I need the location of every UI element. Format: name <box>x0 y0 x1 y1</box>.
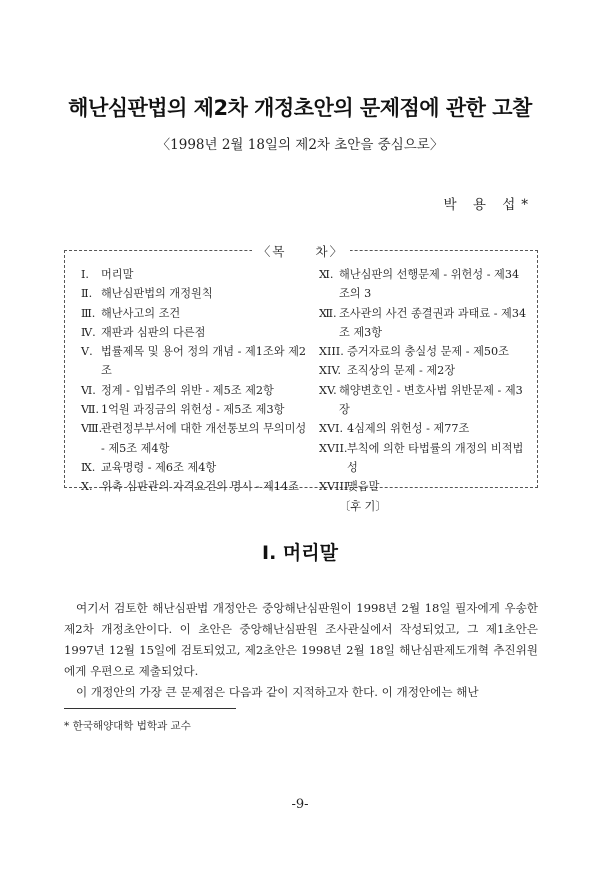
toc-item-number: XVIII. <box>319 480 352 494</box>
body-text <box>64 598 538 703</box>
toc-item-number: Ⅲ. <box>81 306 96 320</box>
toc-item-text: 4심제의 위헌성 - 제77조 <box>347 422 470 436</box>
toc-item <box>81 419 309 458</box>
toc-item-text: 해난심판의 선행문제 - 위헌성 - 제34조의 3 <box>339 268 520 301</box>
toc-item-number: Ⅵ. <box>81 383 96 397</box>
toc-item-number: XIV. <box>319 364 342 378</box>
toc-item <box>319 265 529 304</box>
toc-item-text: 해난사고의 조건 <box>101 306 181 320</box>
toc-item-text: 정계 - 입법주의 위반 - 제5조 제2항 <box>101 383 274 397</box>
toc-item-text: 1억원 과징금의 위헌성 - 제5조 제3항 <box>101 403 285 417</box>
table-of-contents <box>64 244 538 513</box>
toc-item <box>81 323 309 342</box>
toc-item <box>81 400 309 419</box>
toc-heading: 〈목 차〉 <box>252 244 350 259</box>
page-number: -9- <box>291 797 309 812</box>
toc-item-number: Ⅸ. <box>81 460 96 474</box>
toc-item <box>319 381 529 420</box>
toc-left-column <box>81 265 309 497</box>
toc-item-text: 조사관의 사건 종결권과 과태료 - 제34조 제3항 <box>339 306 527 339</box>
toc-item-text: 재판과 심판의 다른점 <box>101 325 206 339</box>
toc-item-number: XVI. <box>319 422 344 436</box>
author-name: 박 용 섭* <box>443 197 534 213</box>
body-paragraph: 이 개정안의 가장 큰 문제점은 다음과 같이 지적하고자 한다. 이 개정안에는 해난 <box>76 685 479 699</box>
toc-item-text: 법률제목 및 용어 정의 개념 - 제1조와 제2조 <box>101 345 307 378</box>
toc-item <box>81 265 309 284</box>
toc-item-text: 위촉 심판관의 자격요건의 명시 - 제14조 <box>101 480 299 494</box>
toc-item-number: Ⅴ. <box>81 345 93 359</box>
body-paragraph: 여기서 검토한 해난심판법 개정안은 중앙해난심판원이 1998년 2월 18일 필자에게 우송한 제2차 개정초안이다. 이 초안은 중앙해난심판원 조사관실에서 작성되었고, 그 제1초안은 1997년 12월 15일에 검토되었고, 제2초안은 1998년 2월 18일 해난심판제도개혁 추진위원에게 우편으로 제출되었다. <box>64 601 538 678</box>
toc-item-number: XVII. <box>319 441 348 455</box>
toc-item-number: Ⅷ. <box>81 422 103 436</box>
toc-item-text: 〔후 기〕 <box>339 499 387 513</box>
toc-item <box>319 497 529 516</box>
toc-item <box>81 304 309 323</box>
toc-item-number: Ⅱ. <box>81 287 93 301</box>
toc-item-number <box>319 497 339 516</box>
toc-item <box>319 361 529 380</box>
toc-item <box>81 284 309 303</box>
toc-item-number: Ⅳ. <box>81 325 96 339</box>
toc-item <box>81 381 309 400</box>
toc-item-text: 해양변호인 - 변호사법 위반문제 - 제3장 <box>339 383 523 417</box>
footnote: * 한국해양대학 법학과 교수 <box>64 720 191 732</box>
toc-item-number: Ⅻ. <box>319 306 337 320</box>
toc-item-number: Ⅹ. <box>81 480 93 494</box>
toc-item <box>81 458 309 477</box>
toc-item-text: 교육명령 - 제6조 제4항 <box>101 460 217 474</box>
paper-title: 해난심판법의 제2차 개정초안의 문제점에 관한 고찰 <box>68 96 532 120</box>
toc-item <box>319 342 529 361</box>
toc-right-column <box>319 265 529 516</box>
toc-item-text: 부칙에 의한 타법률의 개정의 비적법성 <box>347 441 524 474</box>
section-heading: Ⅰ. 머리말 <box>262 542 338 564</box>
toc-item-text: 관련정부부서에 대한 개선통보의 무의미성 - 제5조 제4항 <box>101 422 307 455</box>
toc-item <box>81 477 309 496</box>
paper-subtitle: 〈1998년 2월 18일의 제2차 초안을 중심으로〉 <box>156 137 444 153</box>
toc-item-number: Ⅰ. <box>81 268 89 281</box>
toc-item-number: Ⅶ. <box>81 403 99 417</box>
toc-item <box>319 419 529 438</box>
toc-item-number: XIII. <box>319 345 344 359</box>
toc-item <box>81 342 309 381</box>
toc-item-text: 머리말 <box>101 268 134 281</box>
toc-item-text: 해난심판법의 개정원칙 <box>101 287 213 301</box>
toc-item-text: 조직상의 문제 - 제2장 <box>347 364 456 378</box>
toc-item <box>319 304 529 343</box>
toc-item <box>319 439 529 478</box>
toc-item-number: Ⅺ. <box>319 268 334 281</box>
toc-item-text: 증거자료의 충실성 문제 - 제50조 <box>347 345 509 359</box>
toc-item <box>319 477 529 496</box>
footnote-divider <box>64 708 236 709</box>
toc-item-text: 맺음말 <box>347 480 380 494</box>
toc-item-number: XV. <box>319 383 337 397</box>
